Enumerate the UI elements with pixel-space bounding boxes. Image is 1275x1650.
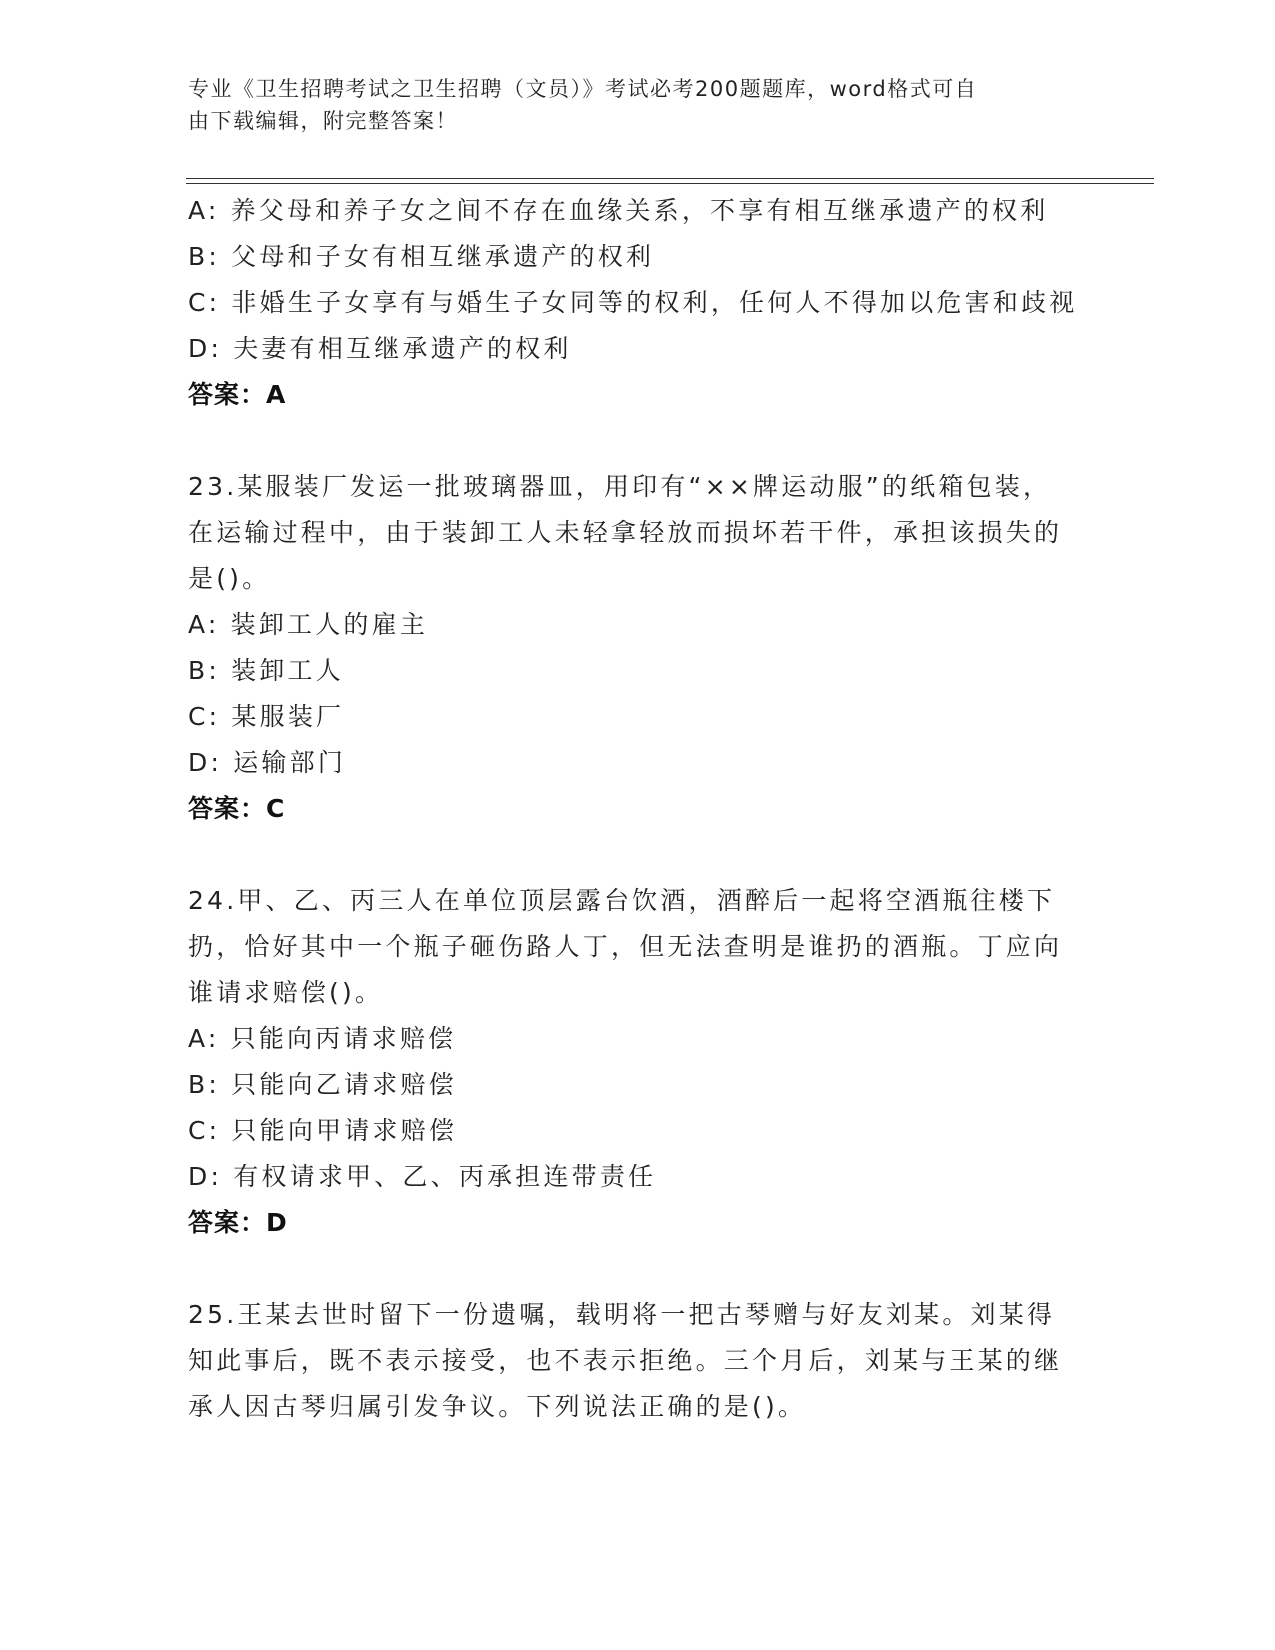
header-line-1: 专业《卫生招聘考试之卫生招聘（文员）》考试必考200题题库，word格式可自 <box>188 77 978 101</box>
option-a: A: 装卸工人的雇主 <box>188 610 429 639</box>
option-d: D: 运输部门 <box>188 748 347 777</box>
document-header <box>188 73 1068 137</box>
option-c: C: 某服装厂 <box>188 702 345 731</box>
question-24 <box>188 878 1078 1246</box>
option-d: D: 夫妻有相互继承遗产的权利 <box>188 334 572 363</box>
option-c: C: 非婚生子女享有与婚生子女同等的权利，任何人不得加以危害和歧视 <box>188 288 1078 317</box>
spacer <box>188 1246 1078 1292</box>
answer-line: 答案：D <box>188 1208 288 1237</box>
answer-line: 答案：A <box>188 380 287 409</box>
option-c: C: 只能向甲请求赔偿 <box>188 1116 458 1145</box>
question-23 <box>188 464 1078 832</box>
question-stem: 24.甲、乙、丙三人在单位顶层露台饮酒，酒醉后一起将空酒瓶往楼下扔，恰好其中一个瓶子砸伤路人丁，但无法查明是谁扔的酒瓶。丁应向谁请求赔偿()。 <box>188 886 1063 1007</box>
spacer <box>188 832 1078 878</box>
header-divider-top <box>186 178 1154 179</box>
question-content <box>188 188 1078 1430</box>
question-stem: 25.王某去世时留下一份遗嘱，载明将一把古琴赠与好友刘某。刘某得知此事后，既不表示接受，也不表示拒绝。三个月后，刘某与王某的继承人因古琴归属引发争议。下列说法正确的是()。 <box>188 1300 1063 1421</box>
option-a: A: 养父母和养子女之间不存在血缘关系，不享有相互继承遗产的权利 <box>188 196 1049 225</box>
option-b: B: 父母和子女有相互继承遗产的权利 <box>188 242 655 271</box>
question-stem: 23.某服装厂发运一批玻璃器皿，用印有“××牌运动服”的纸箱包装，在运输过程中，由于装卸工人未轻拿轻放而损坏若干件，承担该损失的是()。 <box>188 472 1063 593</box>
header-divider-bottom <box>186 183 1154 184</box>
header-line-2: 由下载编辑，附完整答案！ <box>188 109 458 133</box>
question-25 <box>188 1292 1078 1430</box>
option-b: B: 装卸工人 <box>188 656 344 685</box>
question-22-continued <box>188 188 1078 418</box>
option-b: B: 只能向乙请求赔偿 <box>188 1070 457 1099</box>
option-d: D: 有权请求甲、乙、丙承担连带责任 <box>188 1162 657 1191</box>
spacer <box>188 418 1078 464</box>
option-a: A: 只能向丙请求赔偿 <box>188 1024 457 1053</box>
answer-line: 答案：C <box>188 794 286 823</box>
